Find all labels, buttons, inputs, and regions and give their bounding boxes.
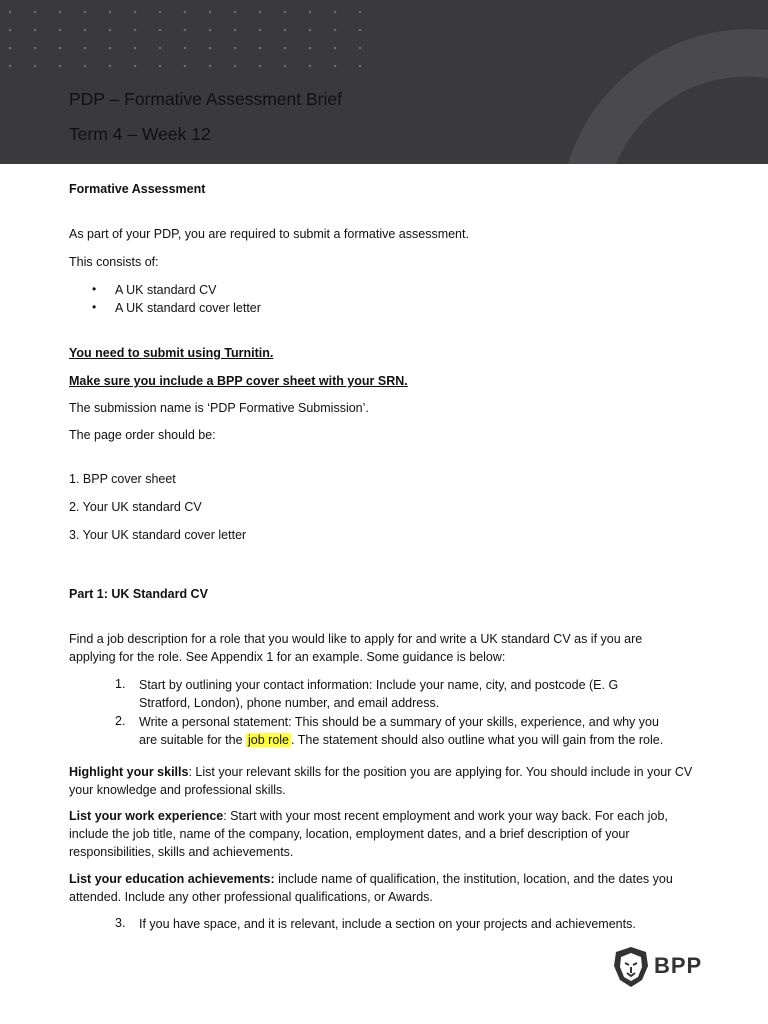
decorative-dot [234, 29, 237, 32]
dot-pattern-decoration [0, 0, 400, 80]
list-item: 3. Your UK standard cover letter [69, 528, 247, 542]
decorative-dot [284, 11, 287, 14]
step-2-line2-pre: are suitable for the [139, 733, 247, 747]
decorative-dot [84, 47, 87, 50]
decorative-dot [109, 11, 112, 14]
decorative-dot [34, 47, 37, 50]
decorative-dot [109, 47, 112, 50]
decorative-dot [259, 11, 262, 14]
decorative-dot [9, 29, 12, 32]
decorative-dot [359, 47, 362, 50]
decorative-dot [359, 29, 362, 32]
decorative-dot [309, 65, 312, 68]
submission-name: The submission name is ‘PDP Formative Submission’. [69, 401, 369, 415]
decorative-dot [84, 29, 87, 32]
decorative-dot [184, 65, 187, 68]
part1-intro-line2: applying for the role. See Appendix 1 for an example. Some guidance is below: [69, 650, 506, 664]
decorative-dot [259, 47, 262, 50]
decorative-dot [334, 11, 337, 14]
work-label: List your work experience [69, 809, 224, 823]
decorative-dot [309, 11, 312, 14]
step-1-line1: Start by outlining your contact information: Include your name, city, and postcode (E. G [139, 678, 619, 692]
education-label: List your education achievements: [69, 872, 275, 886]
decorative-dot [134, 47, 137, 50]
part1-heading: Part 1: UK Standard CV [69, 587, 208, 601]
decorative-dot [359, 65, 362, 68]
decorative-dot [134, 65, 137, 68]
decorative-dot [159, 65, 162, 68]
step-2 [139, 713, 709, 749]
decorative-dot [234, 65, 237, 68]
decorative-dot [59, 65, 62, 68]
intro-text: As part of your PDP, you are required to submit a formative assessment. [69, 227, 469, 241]
decorative-dot [334, 29, 337, 32]
list-item: A UK standard CV [115, 283, 217, 297]
decorative-dot [334, 65, 337, 68]
page-order-label: The page order should be: [69, 428, 216, 442]
lion-head-icon [612, 946, 650, 988]
work-text: : Start with your most recent employment and work your way back. For each job, include the job title, name of the company, location, employment dates, and a brief description of your responsibilities, skills and achievements. [69, 809, 668, 859]
decorative-dot [284, 65, 287, 68]
decorative-dot [284, 29, 287, 32]
decorative-dot [159, 29, 162, 32]
decorative-dot [259, 65, 262, 68]
step-number: 3. [115, 916, 126, 930]
step-number: 1. [115, 677, 126, 691]
step-1-line2: Stratford, London), phone number, and email address. [139, 696, 440, 710]
skills-label: Highlight your skills [69, 765, 189, 779]
decorative-dot [234, 11, 237, 14]
step-2-line2 [139, 731, 709, 749]
decorative-dot [9, 65, 12, 68]
skills-text: : List your relevant skills for the position you are applying for. You should include in your CV your knowledge and professional skills. [69, 765, 693, 797]
cover-sheet-instruction: Make sure you include a BPP cover sheet with your SRN. [69, 374, 408, 388]
decorative-dot [34, 65, 37, 68]
decorative-dot [59, 47, 62, 50]
decorative-dot [309, 47, 312, 50]
decorative-dot [84, 65, 87, 68]
decorative-dot [59, 29, 62, 32]
decorative-dot [159, 11, 162, 14]
work-paragraph [69, 807, 709, 861]
step-3: If you have space, and it is relevant, include a section on your projects and achievements. [139, 917, 636, 931]
decorative-dot [284, 47, 287, 50]
decorative-dot [234, 47, 237, 50]
education-text: include name of qualification, the institution, location, and the dates you attended. Include any other professional qualifications, or Awards. [69, 872, 673, 904]
decorative-dot [84, 11, 87, 14]
step-2-line1: Write a personal statement: This should be a summary of your skills, experience, and why you [139, 715, 659, 729]
skills-paragraph [69, 763, 709, 799]
step-1 [139, 676, 709, 712]
decorative-dot [159, 47, 162, 50]
education-paragraph [69, 870, 709, 906]
page-title: PDP – Formative Assessment Brief [69, 89, 342, 109]
decorative-dot [109, 65, 112, 68]
decorative-dot [59, 11, 62, 14]
bullet-icon: • [92, 300, 97, 314]
decorative-dot [9, 11, 12, 14]
part1-intro-line1: Find a job description for a role that you would like to apply for and write a UK standard CV as if you are [69, 632, 643, 646]
page-subtitle: Term 4 – Week 12 [69, 124, 211, 144]
header-banner [0, 0, 768, 164]
arc-decoration [508, 0, 768, 164]
decorative-dot [134, 29, 137, 32]
decorative-dot [259, 29, 262, 32]
decorative-dot [134, 11, 137, 14]
list-item: 2. Your UK standard CV [69, 500, 202, 514]
decorative-dot [184, 47, 187, 50]
decorative-dot [209, 29, 212, 32]
decorative-dot [184, 11, 187, 14]
submit-instruction: You need to submit using Turnitin. [69, 346, 274, 360]
list-item: A UK standard cover letter [115, 301, 261, 315]
decorative-dot [209, 65, 212, 68]
step-number: 2. [115, 714, 126, 728]
section-heading: Formative Assessment [69, 182, 206, 196]
highlighted-job-role: job role [248, 733, 290, 747]
decorative-dot [109, 29, 112, 32]
list-item: 1. BPP cover sheet [69, 472, 176, 486]
decorative-dot [359, 11, 362, 14]
step-2-line2-post: . The statement should also outline what you will gain from the role. [291, 733, 664, 747]
decorative-dot [34, 11, 37, 14]
decorative-dot [309, 29, 312, 32]
decorative-dot [209, 11, 212, 14]
decorative-dot [184, 29, 187, 32]
decorative-dot [334, 47, 337, 50]
decorative-dot [34, 29, 37, 32]
decorative-dot [209, 47, 212, 50]
bullet-icon: • [92, 282, 97, 296]
decorative-dot [9, 47, 12, 50]
logo-text: BPP [654, 953, 703, 978]
consists-text: This consists of: [69, 255, 159, 269]
